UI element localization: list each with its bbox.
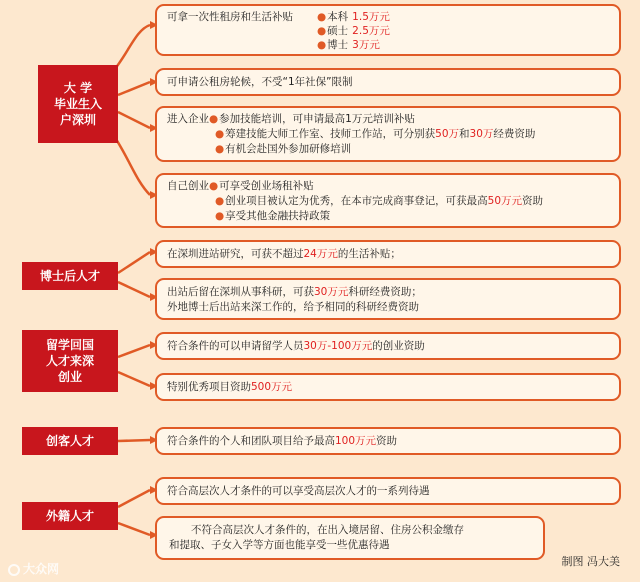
category-line: 外籍人才 xyxy=(45,508,94,523)
box-line: 的生活补贴； xyxy=(337,248,401,260)
info-box-rent-subsidy xyxy=(155,4,621,56)
amount: 30万元 xyxy=(314,286,349,298)
category-line: 创客人才 xyxy=(45,433,94,448)
box-line: 资助 xyxy=(376,435,398,447)
amount: 30万-100万元 xyxy=(303,340,373,352)
watermark-text: 大众网 xyxy=(23,562,60,576)
bullet-dot-icon: ● xyxy=(317,25,327,37)
info-box-public-housing xyxy=(155,68,621,96)
box-line: 不符合高层次人才条件的，在出入境居留、住房公积金缴存 xyxy=(191,524,464,536)
box-line: 特别优秀项目资助 xyxy=(167,381,251,393)
amount: 30万 xyxy=(469,128,494,140)
amount: 50万元 xyxy=(487,195,523,207)
watermark-logo-icon xyxy=(8,564,20,576)
box-line: 出站后留在深圳从事科研，可获 xyxy=(167,286,314,298)
box-line: 和提取、子女入学等方面也能享受一些优惠待遇 xyxy=(169,539,390,551)
info-box-excellent-project xyxy=(155,373,621,401)
info-box-returnee-funding xyxy=(155,332,621,360)
bullet-dot-icon: ● xyxy=(215,143,225,155)
info-box-enterprise xyxy=(155,106,621,162)
bullet-dot-icon: ● xyxy=(215,195,225,207)
box-line: 享受其他金融扶持政策 xyxy=(225,210,331,222)
box-line: 科研经费资助； xyxy=(348,286,422,298)
credit-text: 制图 冯大美 xyxy=(561,555,620,568)
category-university-grad xyxy=(38,65,118,143)
category-line: 留学回国 xyxy=(45,337,94,352)
bullet-dot-icon: ● xyxy=(317,39,327,51)
category-line: 博士后人才 xyxy=(39,268,100,283)
subsidy-amount: 2.5万元 xyxy=(352,25,390,37)
amount: 50万 xyxy=(435,128,460,140)
bullet-dot-icon: ● xyxy=(317,11,327,23)
box-line: 在深圳进站研究，可获不超过 xyxy=(167,248,304,260)
box-line: 符合条件的可以申请留学人员 xyxy=(167,340,304,352)
category-line: 户深圳 xyxy=(59,113,96,128)
box-line: 的创业资助 xyxy=(372,340,425,352)
category-returnee xyxy=(22,330,118,392)
degree-label: 本科 xyxy=(327,11,349,23)
box-line: 创业项目被认定为优秀，在本市完成商事登记，可获最高 xyxy=(225,195,488,207)
subsidy-list xyxy=(317,10,390,52)
amount: 24万元 xyxy=(303,248,338,260)
box-line: 和 xyxy=(459,128,470,140)
info-box-maker-funding xyxy=(155,427,621,455)
category-line: 毕业生入 xyxy=(53,96,102,111)
info-box-postdoc-research xyxy=(155,278,621,320)
info-box-startup xyxy=(155,173,621,228)
category-maker xyxy=(22,427,118,455)
category-line: 大 学 xyxy=(63,80,93,95)
subsidy-amount: 3万元 xyxy=(352,39,380,51)
box-line: 可享受创业场租补贴 xyxy=(219,180,314,192)
box-line: 符合高层次人才条件的可以享受高层次人才的一系列待遇 xyxy=(167,485,430,497)
box-line: 经费资助 xyxy=(493,128,536,140)
degree-label: 硕士 xyxy=(327,25,349,37)
amount: 500万元 xyxy=(251,381,293,393)
category-line: 创业 xyxy=(57,370,82,385)
bullet-dot-icon: ● xyxy=(209,113,219,125)
amount: 100万元 xyxy=(335,435,377,447)
category-line: 人才来深 xyxy=(45,353,94,368)
info-box-other-benefits xyxy=(155,516,545,560)
watermark xyxy=(8,560,59,577)
category-postdoc xyxy=(22,262,118,290)
category-foreign xyxy=(22,502,118,530)
box-line: 外地博士后出站来深工作的，给予相同的科研经费资助 xyxy=(167,301,419,313)
box-lead: 进入企业 xyxy=(167,113,209,125)
box-line: 符合条件的个人和团队项目给予最高 xyxy=(167,435,335,447)
box-line: 资助 xyxy=(522,195,544,207)
box-line: 筹建技能大师工作室、技师工作站，可分别获 xyxy=(225,128,436,140)
bullet-dot-icon: ● xyxy=(215,128,225,140)
subsidy-amount: 1.5万元 xyxy=(352,11,390,23)
info-box-high-level xyxy=(155,477,621,505)
box-line: 有机会赴国外参加研修培训 xyxy=(225,143,352,155)
bullet-dot-icon: ● xyxy=(215,210,225,222)
box-lead: 自己创业 xyxy=(167,180,209,192)
info-box-postdoc-living xyxy=(155,240,621,268)
box-text: 可申请公租房轮候，不受“1年社保”限制 xyxy=(167,76,353,88)
box-lead: 可拿一次性租房和生活补贴 xyxy=(167,11,293,23)
box-line: 参加技能培训，可申请最高1万元培训补贴 xyxy=(219,113,415,125)
bullet-dot-icon: ● xyxy=(209,180,219,192)
degree-label: 博士 xyxy=(327,39,349,51)
